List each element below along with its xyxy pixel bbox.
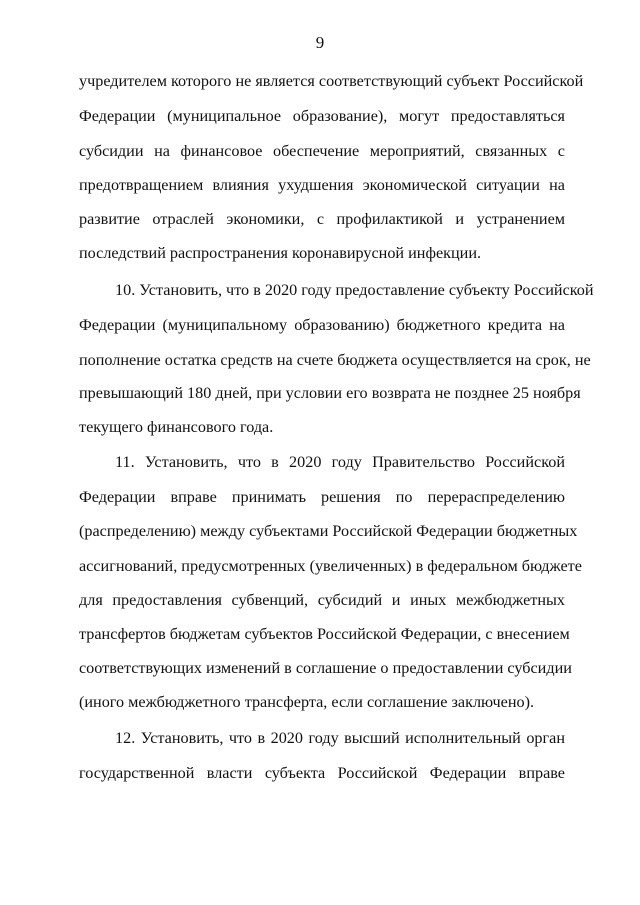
text-line: соответствующих изменений в соглашение о предоставлении субсидии xyxy=(79,659,572,677)
text-line: Федерации (муниципальное образование), могут предоставляться xyxy=(79,107,565,125)
paragraph-11-first-line: 11. Установить, что в 2020 году Правительство Российской xyxy=(115,453,565,471)
text-line: субсидии на финансовое обеспечение мероприятий, связанных с xyxy=(79,142,565,160)
page-number: 9 xyxy=(315,33,325,52)
text-line: последствий распространения коронавирусной инфекции. xyxy=(79,244,482,262)
paragraph-10-first-line: 10. Установить, что в 2020 году предоставление субъекту Российской xyxy=(115,281,594,299)
text-line: Федерации вправе принимать решения по перераспределению xyxy=(79,488,565,506)
text-line: государственной власти субъекта Российской Федерации вправе xyxy=(79,764,565,782)
text-line: развитие отраслей экономики, с профилактикой и устранением xyxy=(79,210,565,228)
text-line: (иного межбюджетного трансферта, если соглашение заключено). xyxy=(79,693,535,711)
text-line: для предоставления субвенций, субсидий и иных межбюджетных xyxy=(79,591,565,609)
text-line: трансфертов бюджетам субъектов Российской Федерации, с внесением xyxy=(79,625,570,643)
text-line: превышающий 180 дней, при условии его возврата не позднее 25 ноября xyxy=(79,384,581,402)
text-line: пополнение остатка средств на счете бюджета осуществляется на срок, не xyxy=(79,351,591,369)
text-line: Федерации (муниципальному образованию) бюджетного кредита на xyxy=(79,316,565,334)
text-line: ассигнований, предусмотренных (увеличенных) в федеральном бюджете xyxy=(79,557,582,575)
text-line: предотвращением влияния ухудшения экономической ситуации на xyxy=(79,176,565,194)
text-line: (распределению) между субъектами Российской Федерации бюджетных xyxy=(79,522,578,540)
paragraph-12-first-line: 12. Установить, что в 2020 году высший исполнительный орган xyxy=(115,729,565,747)
text-line: учредителем которого не является соответствующий субъект Российской xyxy=(79,72,584,90)
text-line: текущего финансового года. xyxy=(79,418,274,436)
